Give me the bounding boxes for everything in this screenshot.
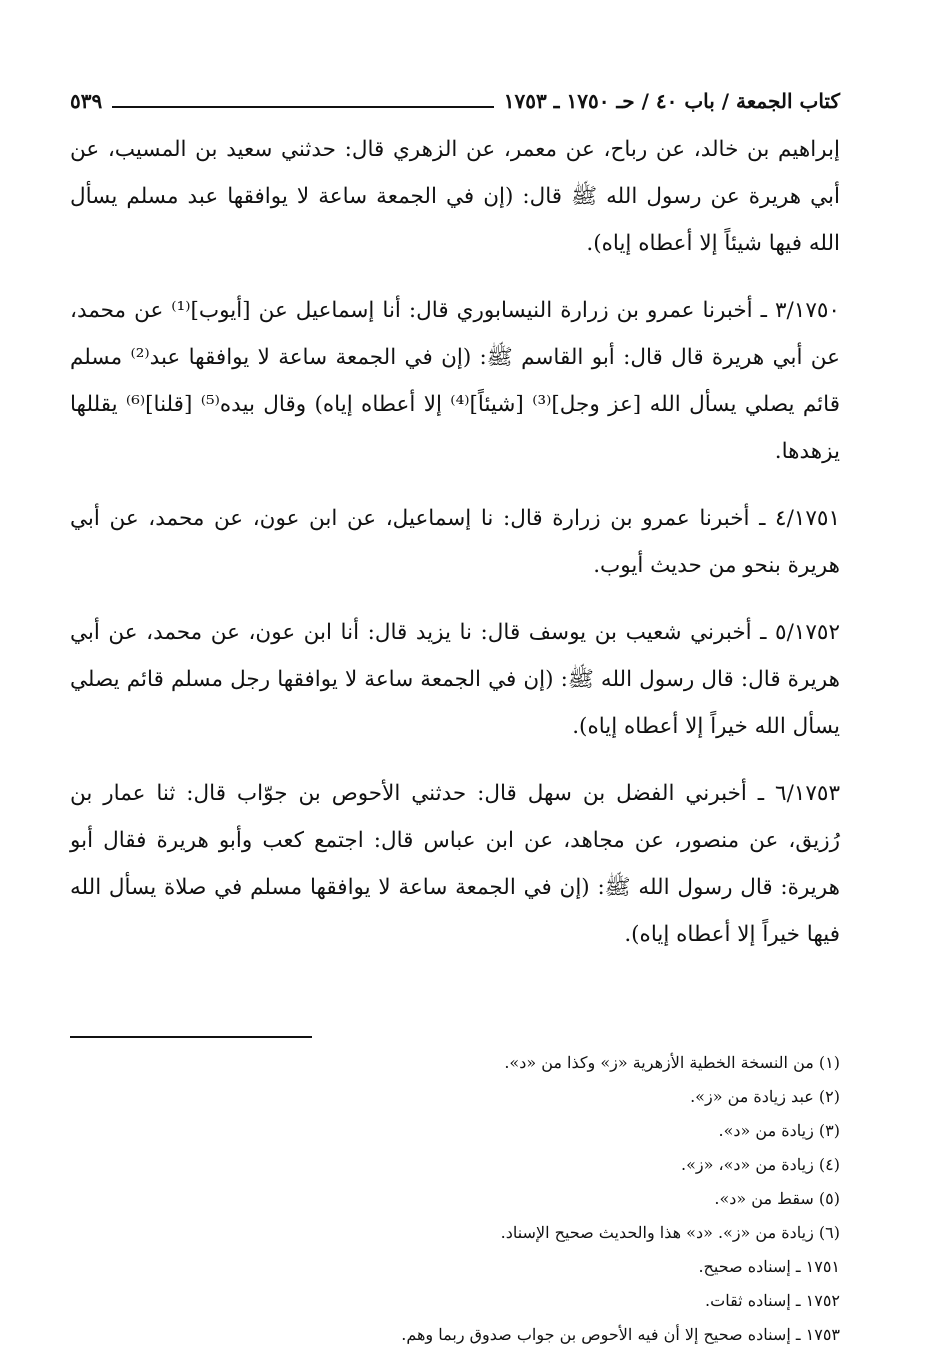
paragraph: ٦/١٧٥٣ ـ أخبرني الفضل بن سهل قال: حدثني الأحوص بن جوّاب قال: ثنا عمار بن رُزيق، عن منصور، عن مجاهد، عن ابن عباس قال: اجتمع كعب وأبو هريرة فقال أبو هريرة: قال رسول الله ﷺ: (إن في الجمعة ساعة لا يوافقها مسلم في صلاة يسأل الله فيها خيراً إلا أعطاه إياه). bbox=[70, 781, 840, 947]
page-number: ٥٣٩ bbox=[70, 89, 103, 113]
paragraph: ٥/١٧٥٢ ـ أخبرني شعيب بن يوسف قال: نا يزيد قال: أنا ابن عون، عن محمد، عن أبي هريرة قال: قال رسول الله ﷺ: (إن في الجمعة ساعة لا يوافقها رجل مسلم قائم يصلي يسأل الله خيراً إلا أعطاه إياه). bbox=[70, 620, 840, 739]
footnote: (٦) زيادة من «ز». «د» هذا والحديث صحيح الإسناد. bbox=[500, 1223, 840, 1242]
footnote: (٥) سقط من «د». bbox=[714, 1189, 840, 1208]
paragraph: ٣/١٧٥٠ ـ أخبرنا عمرو بن زرارة النيسابوري قال: أنا إسماعيل عن [أيوب]⁽¹⁾ عن محمد، عن أبي هريرة قال قال: أبو القاسم ﷺ: (إن في الجمعة ساعة لا يوافقها عبد⁽²⁾ مسلم قائم يصلي يسأل الله [عز وجل]⁽³⁾ [شيئاً]⁽⁴⁾ إلا أعطاه إياه) وقال بيده⁽⁵⁾ [قلنا]⁽⁶⁾ يقللها يزهدها. bbox=[70, 298, 840, 464]
footnote: (٢) عبد زيادة من «ز». bbox=[690, 1087, 840, 1106]
paragraph: ٤/١٧٥١ ـ أخبرنا عمرو بن زرارة قال: نا إسماعيل، عن ابن عون، عن محمد، عن أبي هريرة بنحو من حديث أيوب. bbox=[70, 506, 840, 578]
footnote: ١٧٥٣ ـ إسناده صحيح إلا أن فيه الأحوص بن جواب صدوق ربما وهم. bbox=[401, 1325, 840, 1344]
header-rule bbox=[112, 106, 494, 108]
footnote-rule bbox=[70, 1036, 312, 1038]
document-page bbox=[70, 82, 840, 1352]
footnote: (٤) زيادة من «د»، «ز». bbox=[681, 1155, 840, 1174]
footnote: ١٧٥١ ـ إسناده صحيح. bbox=[698, 1257, 840, 1276]
footnote: ١٧٥٢ ـ إسناده ثقات. bbox=[705, 1291, 840, 1310]
paragraph: إبراهيم بن خالد، عن رباح، عن معمر، عن الزهري قال: حدثني سعيد بن المسيب، عن أبي هريرة عن رسول الله ﷺ قال: (إن في الجمعة ساعة لا يوافقها عبد مسلم يسأل الله فيها شيئاً إلا أعطاه إياه). bbox=[70, 137, 840, 256]
main-text bbox=[70, 126, 840, 958]
footnote: (٣) زيادة من «د». bbox=[718, 1121, 840, 1140]
footnote: (١) من النسخة الخطية الأزهرية «ز» وكذا من «د». bbox=[504, 1053, 840, 1072]
running-title: كتاب الجمعة / باب ٤٠ / حـ ١٧٥٠ ـ ١٧٥٣ bbox=[503, 89, 840, 113]
footnotes bbox=[70, 1046, 840, 1352]
page-header bbox=[70, 82, 840, 120]
